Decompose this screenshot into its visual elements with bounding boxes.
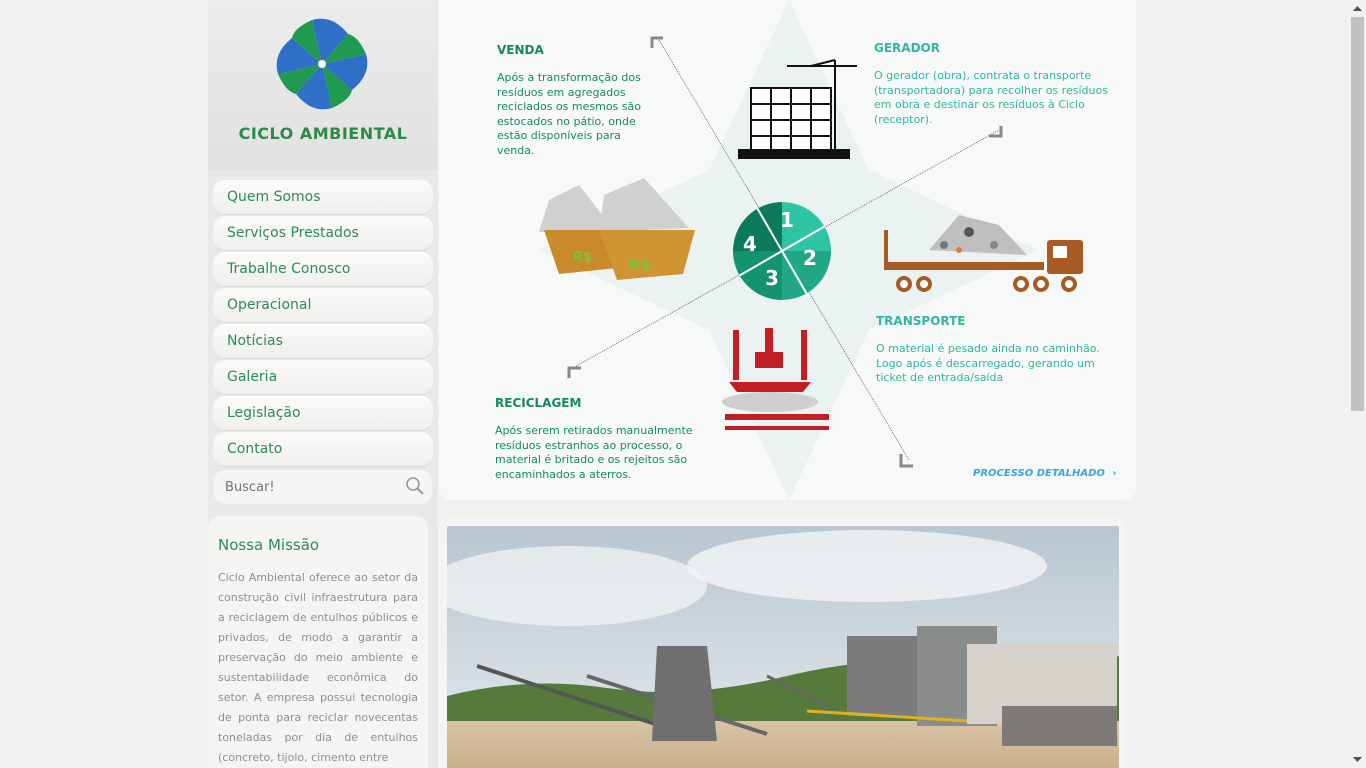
- scroll-down-arrow-icon[interactable]: [1349, 751, 1366, 768]
- cycle-number-2: 2: [803, 246, 817, 270]
- nav-item-trabalhe-conosco[interactable]: Trabalhe Conosco: [213, 252, 433, 286]
- mission-box: [208, 516, 428, 768]
- reciclagem-text: Após serem retirados manualmente resíduos estranhos ao processo, o material é britado e os rejeitos são encaminhados a aterros.: [495, 424, 693, 481]
- logo[interactable]: [208, 0, 438, 170]
- cycle-number-1: 1: [780, 208, 794, 232]
- nav-item-legislacao[interactable]: Legislação: [213, 396, 433, 430]
- gerador-text: O gerador (obra), contrata o transporte (transportadora) para recolher os resíduos em obra e destinar os resíduos à Ciclo (receptor).: [874, 69, 1108, 126]
- process-details-link[interactable]: [973, 468, 1117, 479]
- scroll-thumb[interactable]: [1351, 17, 1364, 411]
- mission-text: Ciclo Ambiental oferece ao setor da construção civil infraestrutura para a reciclagem de entulhos públicos e privados, de modo a garantir a preservação do meio ambiente e sustentabilidade econômica do setor. A empresa possui tecnologia de ponta para reciclar novecentas toneladas por dia de entulhos (concreto, tijolo, cimento entre: [218, 571, 418, 764]
- nav-item-servicos-prestados[interactable]: Serviços Prestados: [213, 216, 433, 250]
- logo-text: CICLO AMBIENTAL: [238, 124, 408, 143]
- mission-title: Nossa Missão: [218, 536, 320, 554]
- nav-item-contato[interactable]: Contato: [213, 432, 433, 466]
- recycling-plant-photo: [447, 526, 1119, 768]
- main-nav: [213, 180, 433, 468]
- photo-frame: [439, 518, 1126, 768]
- nav-item-quem-somos[interactable]: Quem Somos: [213, 180, 433, 214]
- nav-item-operacional[interactable]: Operacional: [213, 288, 433, 322]
- money-label-1: R$: [573, 250, 593, 265]
- cycle-number-4: 4: [743, 232, 757, 256]
- money-label-2: R$: [629, 256, 651, 274]
- process-details-label: PROCESSO DETALHADO: [973, 468, 1105, 479]
- sidebar: [208, 0, 438, 768]
- venda-text: Após a transformação dos resíduos em agregados reciclados os mesmos são estocados no pátio, onde estão disponíveis para venda.: [497, 71, 641, 157]
- page: [208, 0, 1138, 768]
- nav-item-noticias[interactable]: Notícias: [213, 324, 433, 358]
- pinwheel-logo-icon: [270, 14, 374, 114]
- scroll-up-arrow-icon[interactable]: [1349, 0, 1366, 17]
- nav-item-galeria[interactable]: Galeria: [213, 360, 433, 394]
- search-icon[interactable]: [405, 476, 425, 496]
- cycle-number-3: 3: [765, 266, 779, 290]
- search-box: [213, 468, 433, 504]
- gerador-title: GERADOR: [874, 41, 940, 55]
- search-input[interactable]: [223, 476, 397, 498]
- transporte-text: O material é pesado ainda no caminhão. Logo após é descarregado, gerando um ticket de entrada/saída: [876, 342, 1100, 384]
- vertical-scrollbar[interactable]: [1349, 0, 1366, 768]
- process-panel: [439, 0, 1136, 500]
- venda-title: VENDA: [497, 43, 544, 57]
- reciclagem-title: RECICLAGEM: [495, 396, 582, 410]
- chevron-right-icon: ›: [1112, 468, 1117, 479]
- transporte-title: TRANSPORTE: [876, 314, 966, 328]
